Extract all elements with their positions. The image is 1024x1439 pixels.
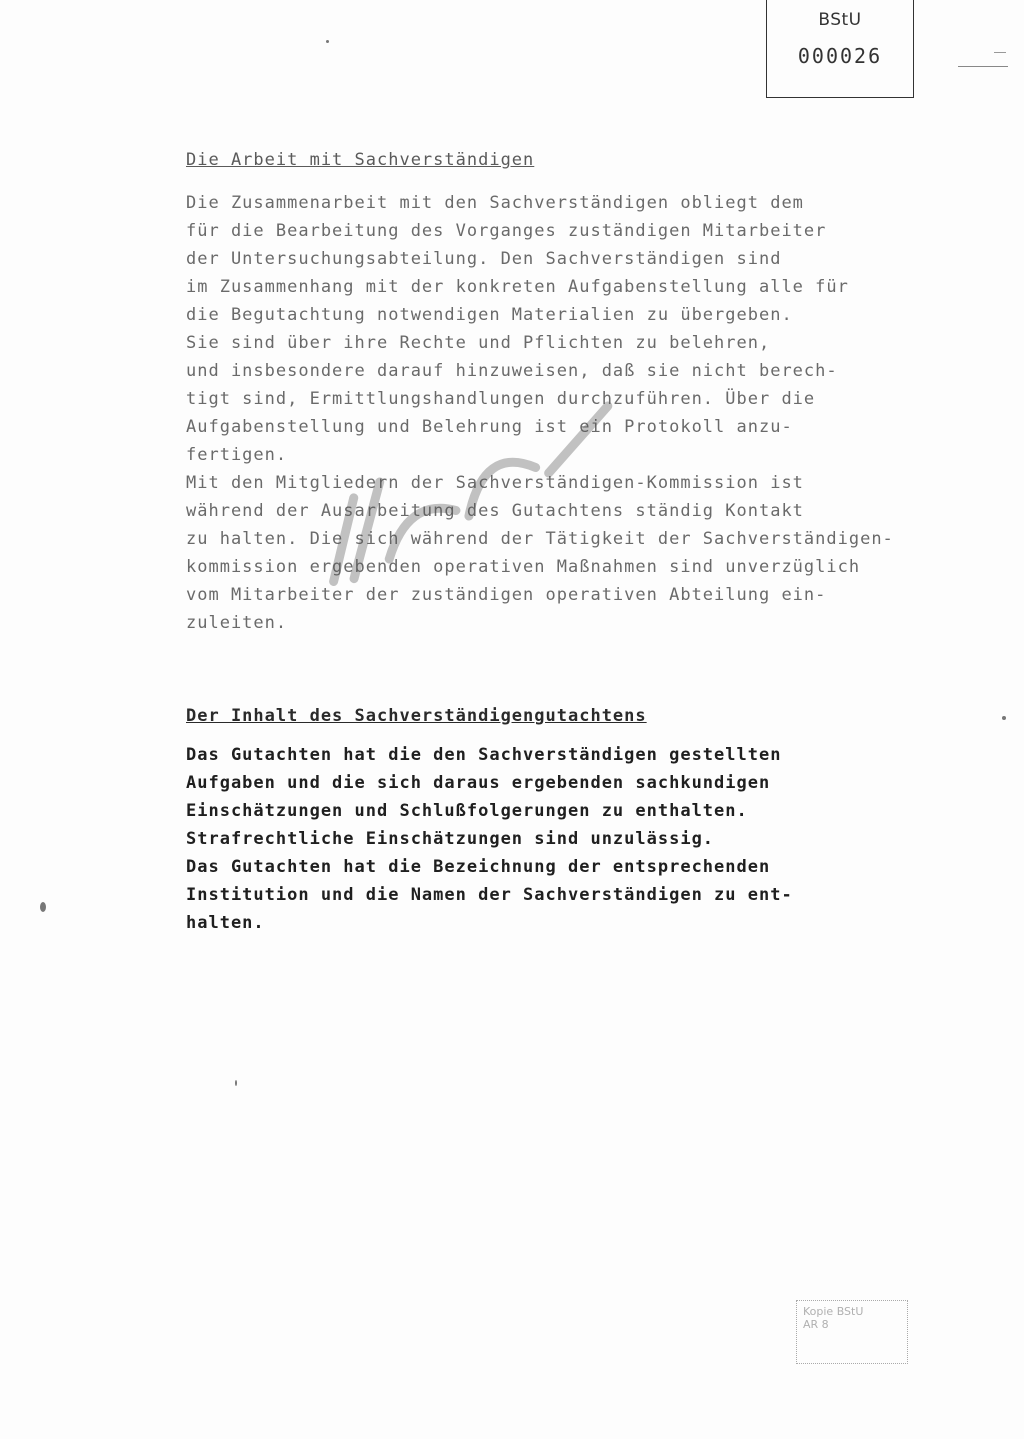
margin-mark	[958, 66, 1008, 67]
text-line: Die Zusammenarbeit mit den Sachverständigen obliegt dem	[186, 193, 804, 213]
text-line: fertigen.	[186, 445, 288, 465]
text-line: für die Bearbeitung des Vorganges zuständigen Mitarbeiter	[186, 221, 827, 241]
archive-stamp	[766, 0, 914, 98]
text-line: halten.	[186, 913, 265, 933]
copy-stamp-line: Kopie BStU	[803, 1305, 864, 1318]
scan-speck	[40, 902, 46, 912]
text-line: Institution und die Namen der Sachverständigen zu ent-	[186, 885, 793, 905]
text-line: tigt sind, Ermittlungshandlungen durchzuführen. Über die	[186, 389, 816, 409]
text-line: und insbesondere darauf hinzuweisen, daß sie nicht berech-	[186, 361, 838, 381]
text-line: Das Gutachten hat die den Sachverständigen gestellten	[186, 745, 782, 765]
text-line: der Untersuchungsabteilung. Den Sachverständigen sind	[186, 249, 782, 269]
text-line: Aufgaben und die sich daraus ergebenden sachkundigen	[186, 773, 771, 793]
text-line: zu halten. Die sich während der Tätigkeit der Sachverständigen-	[186, 529, 894, 549]
margin-mark	[994, 52, 1006, 53]
section-body	[186, 741, 946, 937]
copy-stamp-line: AR 8	[803, 1318, 829, 1331]
text-line: Mit den Mitgliedern der Sachverständigen-Kommission ist	[186, 473, 804, 493]
text-line: Aufgabenstellung und Belehrung ist ein Protokoll anzu-	[186, 417, 793, 437]
text-line: Das Gutachten hat die Bezeichnung der entsprechenden	[186, 857, 771, 877]
text-line: im Zusammenhang mit der konkreten Aufgabenstellung alle für	[186, 277, 849, 297]
archive-stamp-label: BStU	[818, 10, 862, 30]
copy-stamp	[796, 1300, 908, 1364]
scan-speck	[235, 1080, 237, 1086]
scan-speck	[326, 40, 329, 43]
text-line: Einschätzungen und Schlußfolgerungen zu enthalten.	[186, 801, 748, 821]
archive-page-number: 000026	[797, 44, 883, 68]
scan-speck	[1002, 716, 1006, 720]
section-heading: Der Inhalt des Sachverständigengutachtens	[186, 706, 647, 726]
text-line: während der Ausarbeitung des Gutachtens ständig Kontakt	[186, 501, 804, 521]
text-line: Strafrechtliche Einschätzungen sind unzulässig.	[186, 829, 715, 849]
text-line: zuleiten.	[186, 613, 288, 633]
text-line: kommission ergebenden operativen Maßnahmen sind unverzüglich	[186, 557, 861, 577]
text-line: Sie sind über ihre Rechte und Pflichten zu belehren,	[186, 333, 771, 353]
section-gutachten-inhalt	[186, 708, 946, 937]
text-line: die Begutachtung notwendigen Materialien zu übergeben.	[186, 305, 793, 325]
text-line: vom Mitarbeiter der zuständigen operativen Abteilung ein-	[186, 585, 827, 605]
section-heading: Die Arbeit mit Sachverständigen	[186, 150, 535, 170]
